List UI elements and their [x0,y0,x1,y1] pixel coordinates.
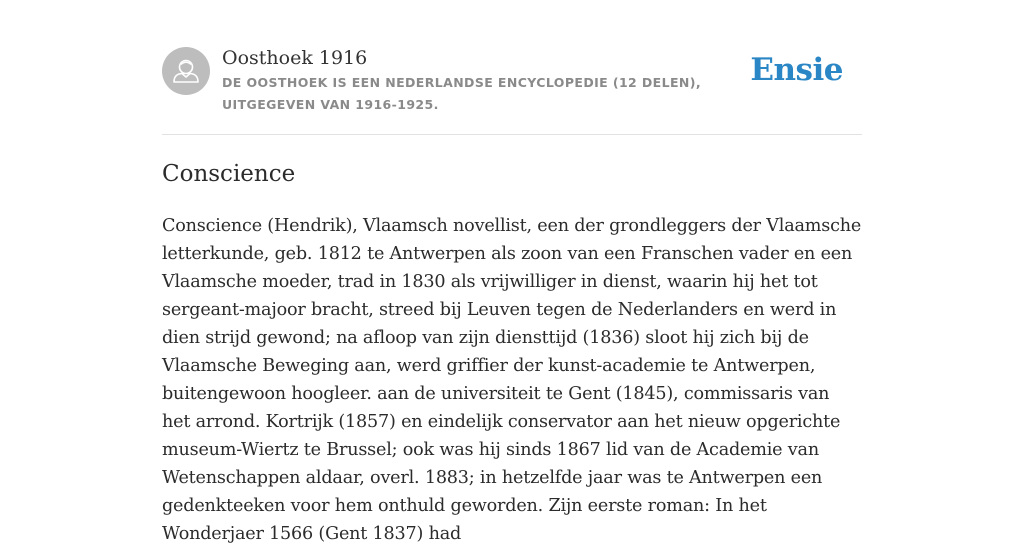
user-outline-icon [162,47,210,95]
page-container [162,0,862,544]
entry-title: Conscience [162,161,296,187]
ensie-logo-link[interactable]: Ensie [750,52,843,88]
source-description: DE OOSTHOEK IS EEN NEDERLANDSE ENCYCLOPEDIE (12 DELEN), UITGEGEVEN VAN 1916-1925. [222,75,702,112]
source-header [162,0,862,135]
source-avatar[interactable] [162,47,210,95]
entry-body: Conscience (Hendrik), Vlaamsch novellist, een der grondleggers der Vlaamsche letterkunde, geb. 1812 te Antwerpen als zoon van een Franschen vader en een Vlaamsche moeder, trad in 1830 als vrijwilliger in dienst, waarin hij het tot sergeant-majoor bracht, streed bij Leuven tegen de Nederlanders en werd in dien strijd gewond; na afloop van zijn diensttijd (1836) sloot hij zich bij de Vlaamsche Beweging aan, werd griffier der kunst-academie te Antwerpen, buitengewoon hoogleer. aan de universiteit te Gent (1845), commissaris van het arrond. Kortrijk (1857) en eindelijk conservator aan het nieuw opgerichte museum-Wiertz te Brussel; ook was hij sinds 1867 lid van de Academie van Wetenschappen aldaar, overl. 1883; in hetzelfde jaar was te Antwerpen een gedenkteeken voor hem onthuld geworden. Zijn eerste roman: In het Wonderjaer 1566 (Gent 1837) had [162,216,862,544]
source-title[interactable]: Oosthoek 1916 [222,47,368,69]
